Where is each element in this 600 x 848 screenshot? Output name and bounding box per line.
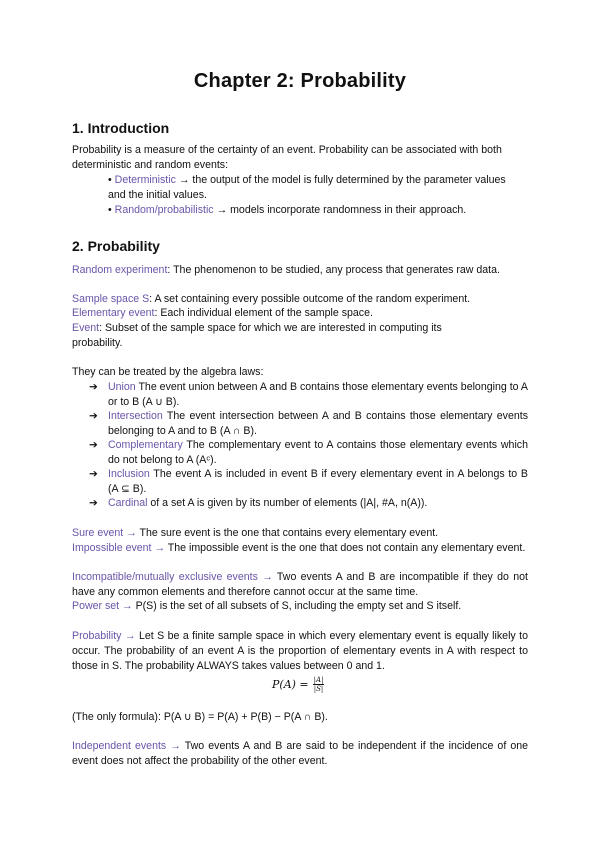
event-text: The impossible event is the one that does not contain any elementary event.	[165, 542, 526, 554]
algebra-text: The complementary event to A contains those elementary events which do not belong to A (Aᶜ).	[108, 439, 528, 466]
event-text: The sure event is the one that contains every elementary event.	[136, 527, 439, 539]
term-intersection: Intersection	[108, 410, 163, 422]
term-incompatible-events: Incompatible/mutually exclusive events →	[72, 571, 273, 583]
bullet-marker: •	[108, 174, 112, 186]
arrow: →	[216, 204, 228, 216]
term-event: Event	[72, 322, 100, 334]
term-random-experiment: Random experiment	[72, 264, 168, 276]
algebra-item-cardinal	[89, 496, 528, 511]
formula-denominator: |S|	[313, 685, 324, 693]
arrow-icon: ➔	[89, 439, 98, 451]
definition-sample-space	[72, 292, 528, 307]
definition-elementary-event	[72, 306, 528, 321]
probability-text: Let S be a finite sample space in which every elementary event is equally likely to occur. The probability of an event A is the proportion of elementary events in A with respect to those in S. The probability ALWAYS takes values between 0 and 1.	[72, 630, 529, 672]
definition-event	[72, 321, 472, 351]
probability-definition	[72, 629, 528, 674]
term-deterministic: Deterministic	[114, 174, 176, 186]
event-text: Two events A and B are incompatible if they do not have any common elements and therefore cannot occur at the same time.	[72, 571, 528, 598]
sure-event	[72, 526, 528, 541]
definition-text: : A set containing every possible outcome of the random experiment.	[149, 293, 471, 305]
intro-paragraph: Probability is a measure of the certainty of an event. Probability can be associated with both deterministic and random events:	[72, 144, 502, 171]
term-union: Union	[108, 381, 136, 393]
arrow: →	[178, 174, 190, 186]
section-heading-introduction: 1. Introduction	[72, 120, 170, 136]
page-title: Chapter 2: Probability	[193, 70, 407, 92]
algebra-text: The event intersection between A and B contains those elementary events belonging to A and to B (A ∩ B).	[108, 410, 528, 437]
arrow-icon: ➔	[89, 468, 98, 480]
algebra-text: The event union between A and B contains those elementary events belonging to A or to B (A ∪ B).	[108, 381, 528, 408]
algebra-item-complementary	[89, 438, 528, 468]
arrow-icon: ➔	[89, 410, 98, 422]
term-impossible-event: Impossible event →	[72, 542, 166, 554]
algebra-item-union	[89, 380, 528, 410]
power-set	[72, 599, 528, 614]
definition-text: : The phenomenon to be studied, any process that generates raw data.	[167, 264, 500, 276]
term-inclusion: Inclusion	[108, 468, 150, 480]
section-heading-probability: 2. Probability	[72, 238, 160, 254]
term-sure-event: Sure event →	[72, 527, 137, 539]
arrow-icon: ➔	[89, 381, 98, 393]
term-random-probabilistic: Random/probabilistic	[114, 204, 214, 216]
definition-random-experiment	[72, 263, 502, 278]
algebra-item-intersection	[89, 409, 528, 439]
bullet-marker: •	[108, 204, 112, 216]
algebra-text: of a set A is given by its number of elements (|A|, #A, n(A)).	[147, 497, 428, 509]
incompatible-events	[72, 570, 528, 600]
formula-lhs: P(A) =	[272, 678, 309, 691]
bullet-deterministic	[108, 173, 508, 203]
term-sample-space: Sample space S	[72, 293, 150, 305]
algebra-item-inclusion	[89, 467, 528, 497]
algebra-intro: They can be treated by the algebra laws:	[72, 366, 264, 378]
algebra-text: The event A is included in event B if every elementary event in A belongs to B (A ⊆ B).	[108, 468, 528, 495]
independent-events	[72, 739, 528, 769]
event-text: P(S) is the set of all subsets of S, including the empty set and S itself.	[132, 600, 462, 612]
impossible-event	[72, 541, 528, 556]
term-complementary: Complementary	[108, 439, 183, 451]
term-independent-events: Independent events →	[72, 740, 181, 752]
bullet-random	[108, 203, 508, 218]
arrow-icon: ➔	[89, 497, 98, 509]
independent-text: Two events A and B are said to be independent if the incidence of one event does not affect the probability of the other event.	[72, 740, 529, 767]
bullet-text: models incorporate randomness in their approach.	[230, 204, 467, 216]
formula-numerator: |A|	[313, 676, 324, 684]
bullet-text: the output of the model is fully determined by the parameter values and the initial values.	[108, 174, 506, 201]
term-elementary-event: Elementary event	[72, 307, 155, 319]
probability-formula	[272, 676, 324, 693]
term-power-set: Power set →	[72, 600, 133, 612]
formula-fraction	[313, 676, 325, 693]
term-cardinal: Cardinal	[108, 497, 148, 509]
only-formula: (The only formula): P(A ∪ B) = P(A) + P(B) − P(A ∩ B).	[72, 711, 328, 723]
term-probability: Probability →	[72, 630, 136, 642]
definition-text: : Subset of the sample space for which we are interested in computing its probability.	[72, 322, 442, 349]
definition-text: : Each individual element of the sample space.	[154, 307, 373, 319]
